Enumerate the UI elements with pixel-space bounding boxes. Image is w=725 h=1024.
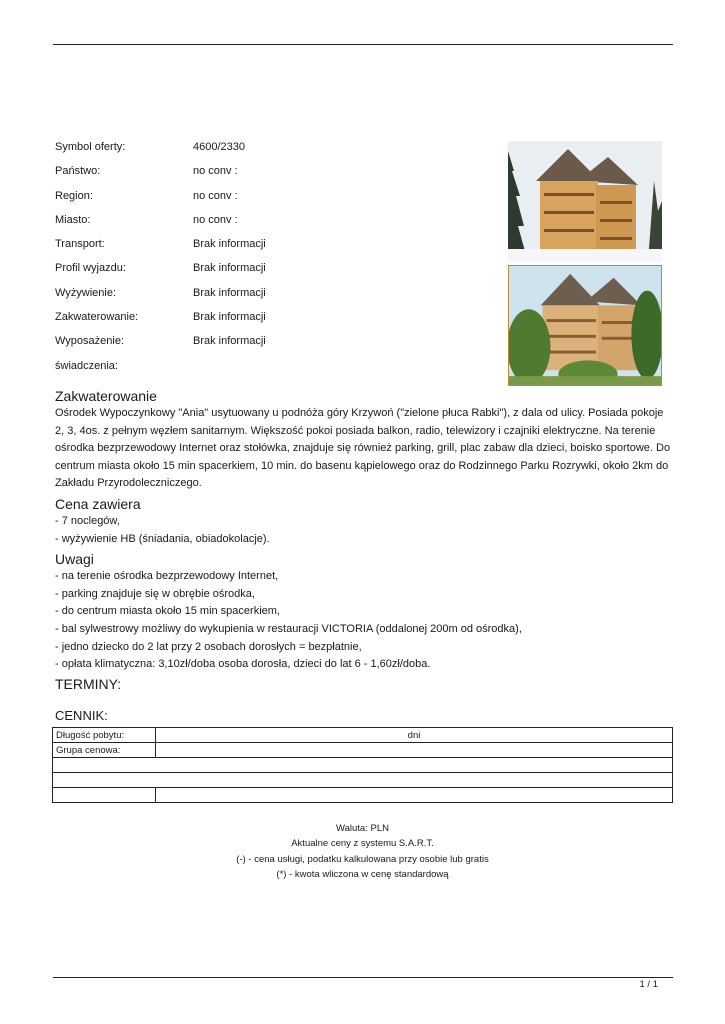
field-row (55, 311, 495, 335)
field-label: Profil wyjazdu: (55, 262, 126, 275)
field-label: Symbol oferty: (55, 141, 126, 153)
list-item: - jedno dziecko do 2 lat przy 2 osobach dorosłych = bezpłatnie, (55, 640, 362, 653)
field-label: Państwo: (55, 165, 101, 178)
field-label: Region: (55, 189, 93, 202)
list-item: - opłata klimatyczna: 3,10zł/doba osoba dorosła, dzieci do lat 6 - 1,60zł/doba. (55, 658, 431, 671)
section-title-uwagi: Uwagi (55, 551, 94, 568)
table-cell-label: Długość pobytu: (53, 728, 156, 743)
field-row (55, 165, 495, 189)
offer-fields (55, 141, 495, 384)
list-item: - parking znajduje się w obrębie ośrodka, (55, 587, 255, 600)
field-value: 4600/2330 (193, 141, 245, 153)
header-rule (53, 44, 673, 45)
field-value: Brak informacji (193, 311, 266, 324)
list-item: - bal sylwestrowy możliwy do wykupienia w restauracji VICTORIA (oddalonej 200m od ośrodka), (55, 622, 522, 635)
table-cell-empty (53, 788, 156, 803)
table-cell-label: Grupa cenowa: (53, 743, 156, 758)
field-label: Wyposażenie: (55, 335, 124, 348)
page-number: 1 / 1 (639, 979, 658, 990)
field-label: Transport: (55, 238, 105, 251)
table-row (53, 788, 673, 803)
field-label: Zakwaterowanie: (55, 311, 139, 324)
table-cell-empty (53, 758, 673, 773)
section-title-cena: Cena zawiera (55, 495, 141, 512)
list-item: - wyżywienie HB (śniadania, obiadokolacje). (55, 532, 270, 545)
list-item: - do centrum miasta około 15 min spacerkiem, (55, 605, 280, 618)
field-row (55, 335, 495, 359)
field-value: no conv : (193, 213, 238, 226)
field-value: no conv : (193, 189, 238, 202)
field-label: Miasto: (55, 213, 91, 226)
table-row (53, 743, 673, 758)
table-cell-value: dni (156, 728, 673, 743)
field-value: Brak informacji (193, 286, 266, 299)
field-value: Brak informacji (193, 238, 266, 251)
section-title-cennik: CENNIK: (55, 707, 108, 723)
footer-rule (53, 977, 673, 978)
hotel-summer-photo (508, 265, 662, 386)
table-row (53, 728, 673, 743)
list-item: - na terenie ośrodka bezprzewodowy Internet, (55, 570, 279, 583)
field-value: no conv : (193, 165, 238, 178)
field-row (55, 214, 495, 238)
hotel-winter-photo (508, 141, 662, 262)
table-cell-empty (156, 743, 673, 758)
prices-source-note: Aktualne ceny z systemu S.A.R.T. (291, 838, 434, 850)
table-cell-empty (53, 773, 673, 788)
field-value: Brak informacji (193, 262, 266, 275)
price-table (52, 727, 673, 803)
field-row (55, 141, 495, 165)
field-value: Brak informacji (193, 335, 266, 348)
table-cell-empty (156, 788, 673, 803)
field-row (55, 238, 495, 262)
field-row (55, 190, 495, 214)
legend-note: (*) - kwota wliczona w cenę standardową (276, 868, 449, 880)
field-row (55, 262, 495, 286)
footer-notes (52, 821, 673, 882)
section-title-zakwaterowanie: Zakwaterowanie (55, 388, 157, 404)
field-label: świadczenia: (55, 359, 118, 372)
currency-note: Waluta: PLN (336, 823, 389, 834)
offer-content (55, 387, 675, 725)
list-item: - 7 noclegów, (55, 514, 120, 527)
legend-note: (-) - cena usługi, podatku kalkulowana przy osobie lub gratis (236, 853, 489, 865)
table-row (53, 758, 673, 773)
table-row (53, 773, 673, 788)
accommodation-description: Ośrodek Wypoczynkowy "Ania" usytuowany u podnóża góry Krzywoń ("zielone płuca Rabki"), z dala od ulicy. Posiada pokoje 2, 3, 4os. z pełnym węzłem sanitarnym. Większość pokoi posiada balkon, radio, telewizory i czajniki elektryczne. Na terenie ośrodka bezprzewodowy Internet oraz stołówka, znajduje się również parking, grill, plac zabaw dla dzieci, boisko sportowe. Do centrum miasta około 15 min spacerkiem, 10 min. do basenu kąpielowego oraz do Rodzinnego Parku Rozrywki, około 2km do Zakładu Przyrodoleczniczego. (55, 407, 671, 490)
field-row (55, 360, 495, 384)
section-title-terminy: TERMINY: (55, 675, 122, 692)
field-row (55, 287, 495, 311)
field-label: Wyżywienie: (55, 286, 117, 299)
